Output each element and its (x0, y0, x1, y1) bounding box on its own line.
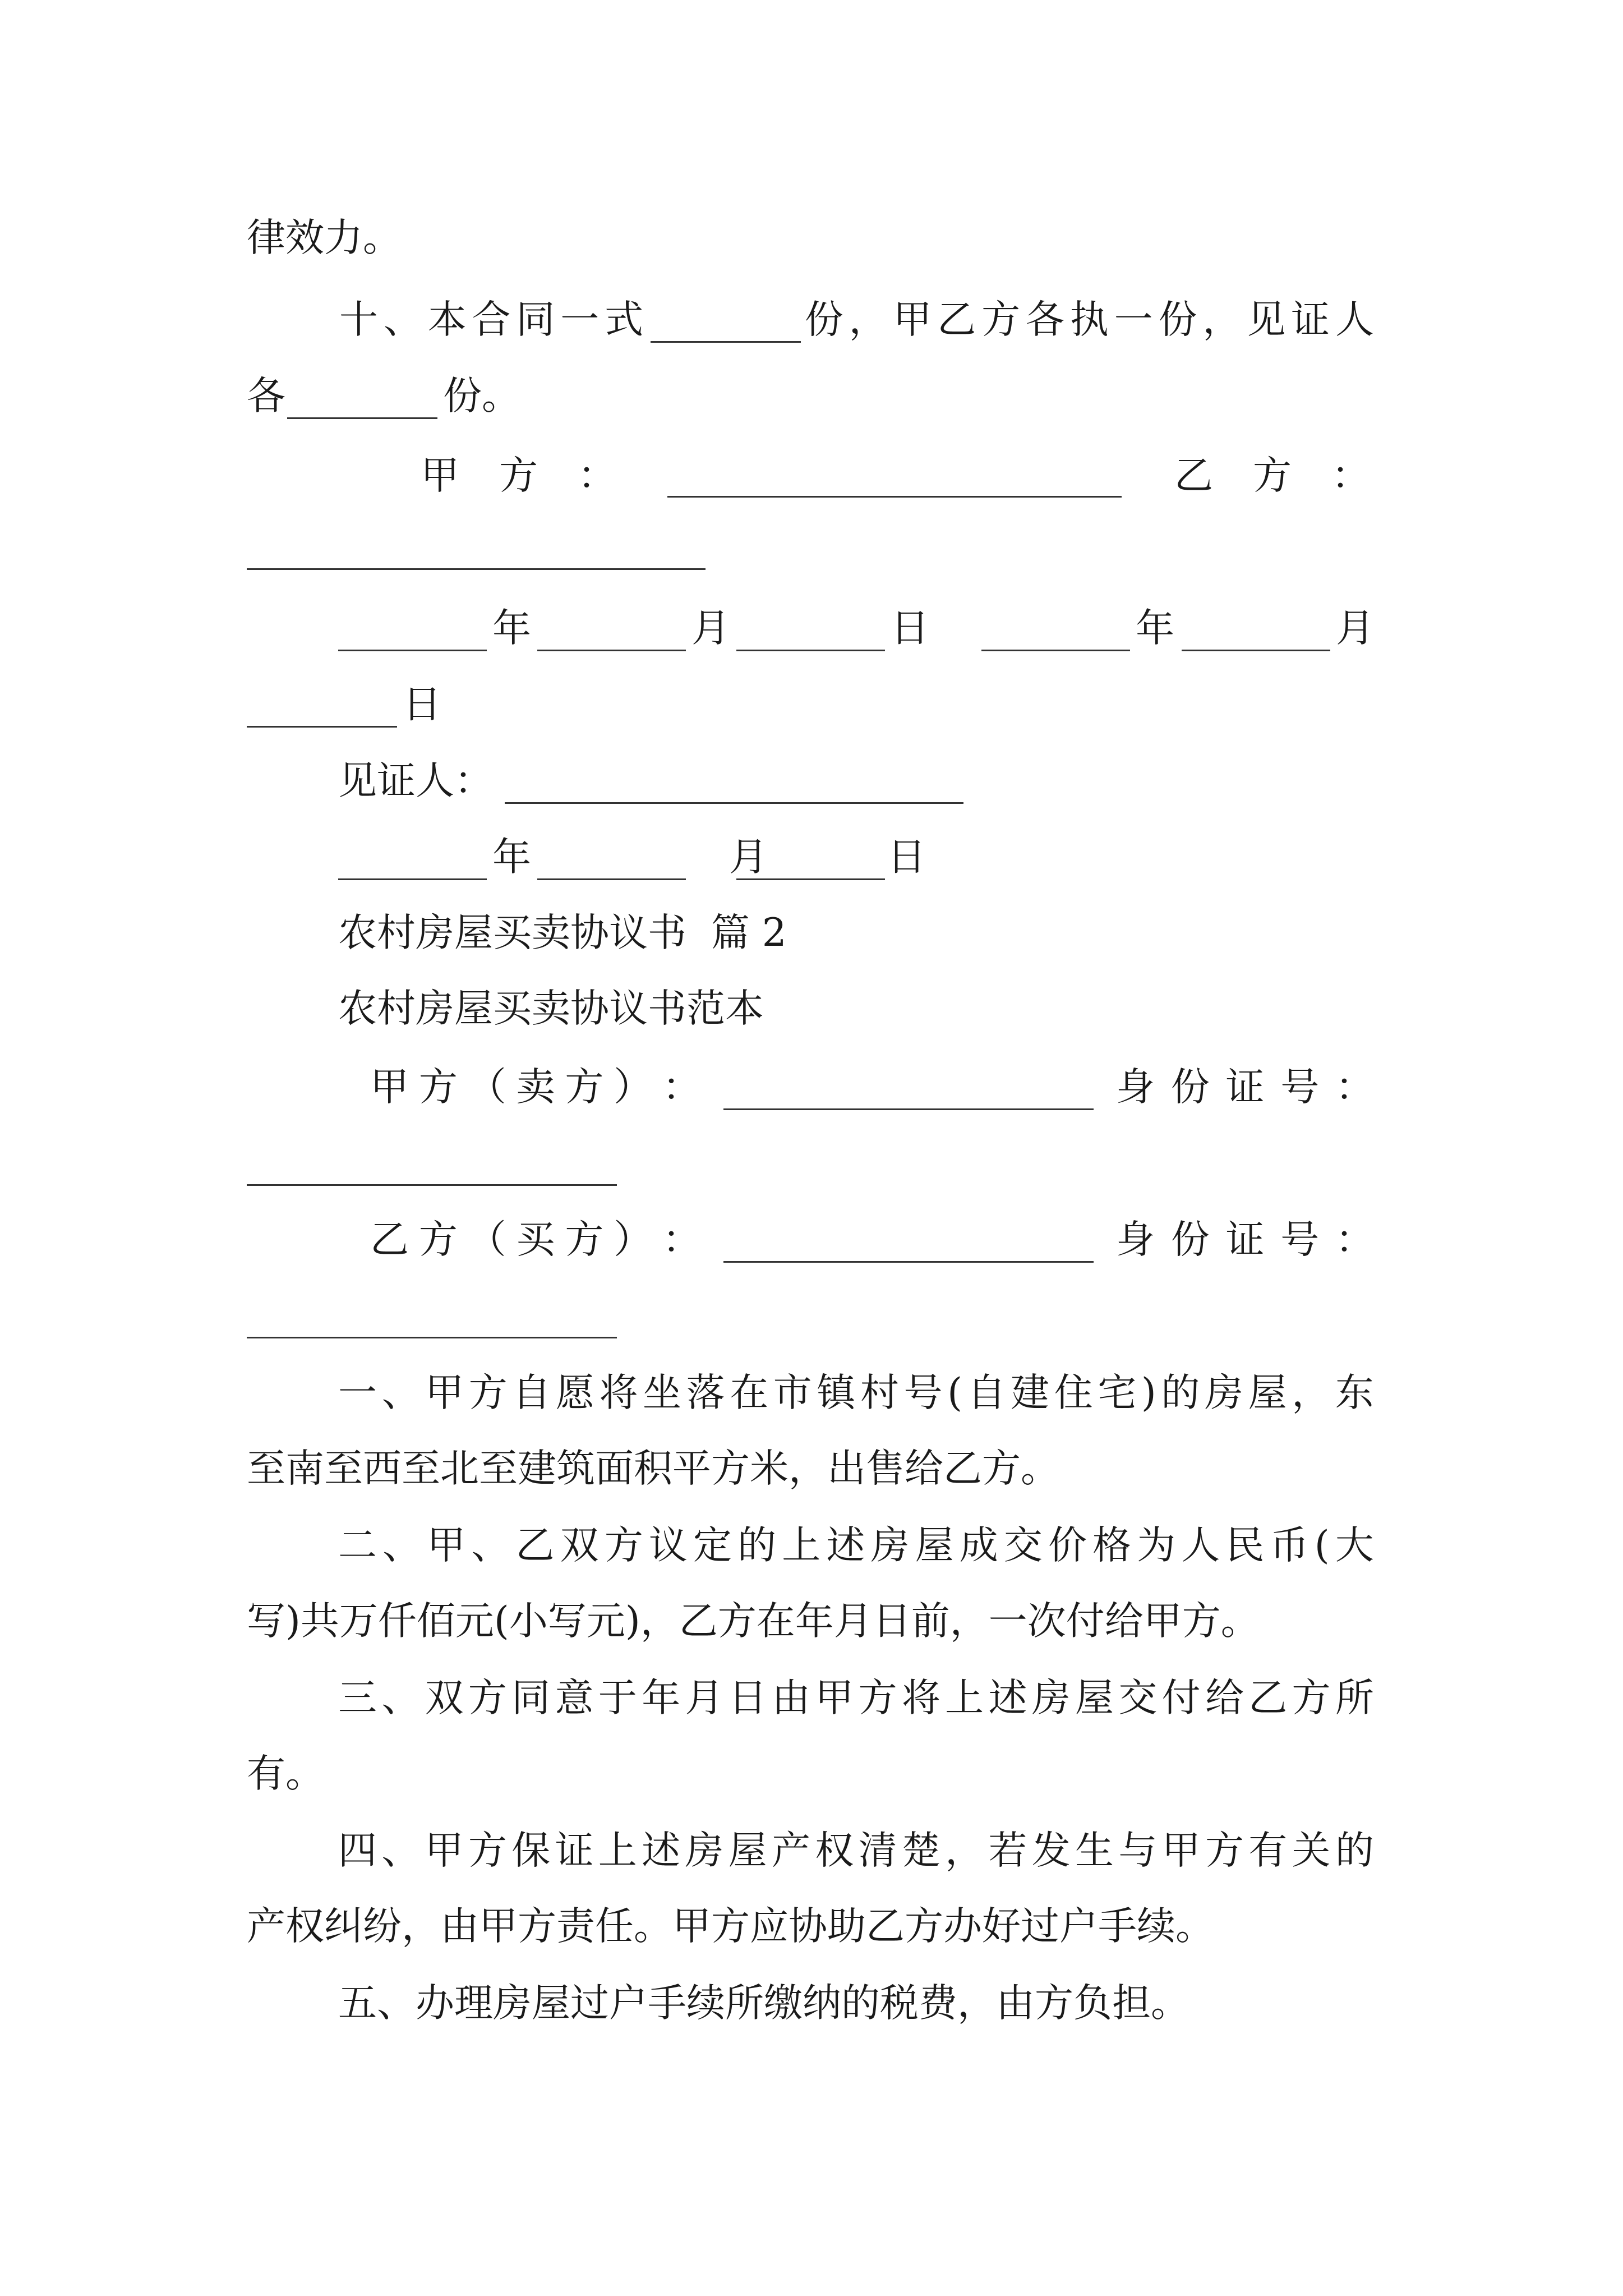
text-char: 、 (381, 1676, 421, 1720)
clause-ten-line (339, 286, 1374, 353)
text-char: 所 (1335, 1676, 1374, 1720)
text-char: 四 (338, 1828, 377, 1873)
witness-signature-blank[interactable] (505, 802, 963, 804)
text-char: 同 (511, 1676, 551, 1720)
text-char: 生 (1075, 1828, 1114, 1873)
buyer-label (370, 1206, 701, 1273)
date-line (0, 595, 1623, 662)
label-text: 乙 (1174, 453, 1213, 498)
text-char: ( (1314, 1523, 1330, 1568)
text-char: 号 (1280, 1217, 1320, 1262)
clause-two-line (338, 1512, 1374, 1579)
year-label: 年 (1136, 606, 1174, 651)
paragraph-text: 五、办理房屋过户手续所缴纳的税费，由方负担。 (338, 1981, 1189, 2026)
clause-four-line (338, 1817, 1374, 1884)
text-char: ) (1141, 1370, 1156, 1415)
text-char: 号 (1280, 1065, 1320, 1110)
month-label: 月 (729, 835, 768, 880)
text-char: 份 (804, 297, 843, 342)
text-char: 见 (1247, 297, 1286, 342)
text-char: 大 (1335, 1523, 1374, 1568)
witness-label: 见证人： (338, 758, 493, 803)
month-blank[interactable] (537, 650, 686, 651)
text-char: 上 (945, 1676, 984, 1720)
clause-ten-line-2 (0, 362, 1623, 430)
text-char: 落 (686, 1370, 725, 1415)
text-char: 乙 (1248, 1676, 1288, 1720)
text-char: ， (849, 297, 888, 342)
month-label: 月 (1336, 606, 1375, 651)
clause-four-line-2 (0, 1893, 1623, 1960)
text-char: 方 (468, 1676, 507, 1720)
text-char: 建 (1011, 1370, 1050, 1415)
text-char: 上 (598, 1828, 637, 1873)
text-char: 甲 (370, 1065, 409, 1110)
clause-two-line-2 (0, 1588, 1623, 1655)
text-char: 屋 (915, 1523, 954, 1568)
text-char: 给 (1205, 1676, 1244, 1720)
text-char: 身 (1116, 1065, 1155, 1110)
line-continuation (0, 204, 1623, 272)
text-char: 二 (338, 1523, 377, 1568)
text-char: 本 (427, 297, 467, 342)
label-text: 甲 (421, 453, 459, 498)
text-char: 、 (382, 1523, 422, 1568)
text-char: 方 (468, 1370, 508, 1415)
seller-id-label (1116, 1053, 1374, 1121)
paragraph-text: 份。 (443, 374, 520, 418)
text-char: 、 (471, 1523, 510, 1568)
text-char: ( (947, 1370, 963, 1415)
text-char: 自 (967, 1370, 1006, 1415)
text-char: 买 (516, 1217, 555, 1262)
text-char: 方 (1292, 1676, 1331, 1720)
seller-id-blank[interactable] (247, 1184, 617, 1186)
text-char: 方 (468, 1828, 507, 1873)
paragraph-text: 律效力。 (247, 215, 402, 260)
signature-line (0, 442, 1623, 509)
text-char: 方 (858, 1676, 897, 1720)
text-char: 甲 (815, 1676, 854, 1720)
text-char: 、 (381, 1828, 421, 1873)
text-char: 月 (685, 1676, 724, 1720)
month-blank[interactable] (1182, 650, 1330, 651)
text-char: 东 (1335, 1370, 1374, 1415)
text-char: 定 (693, 1523, 732, 1568)
month-label: 月 (691, 606, 730, 651)
text-char: 坐 (643, 1370, 682, 1415)
text-char: 证 (1225, 1217, 1265, 1262)
text-char: 楚 (901, 1828, 940, 1873)
text-char: 双 (560, 1523, 599, 1568)
month-blank[interactable] (537, 878, 686, 880)
text-char: 议 (648, 1523, 688, 1568)
buyer-name-blank[interactable] (723, 1261, 1094, 1263)
text-char: 成 (959, 1523, 998, 1568)
text-char: 述 (988, 1676, 1027, 1720)
text-char: 市 (773, 1370, 812, 1415)
text-char: 份 (1170, 1217, 1210, 1262)
text-char: 房 (1031, 1676, 1071, 1720)
text-char: 甲 (893, 297, 932, 342)
text-char: 意 (555, 1676, 594, 1720)
text-char: 在 (730, 1370, 769, 1415)
day-blank[interactable] (736, 878, 885, 880)
text-char: 镇 (817, 1370, 856, 1415)
paragraph-text: 产权纠纷，由甲方责任。甲方应协助乙方办好过户手续。 (247, 1904, 1214, 1949)
text-char: 愿 (555, 1370, 594, 1415)
text-char: 屋 (1075, 1676, 1114, 1720)
text-char: 权 (815, 1828, 854, 1873)
text-char: 方 (565, 1217, 604, 1262)
text-char: 身 (1116, 1217, 1155, 1262)
text-char: 产 (771, 1828, 810, 1873)
text-char: 甲 (427, 1523, 466, 1568)
text-char: 币 (1270, 1523, 1309, 1568)
text-char: 十 (339, 297, 378, 342)
year-blank[interactable] (338, 878, 487, 880)
text-char: ： (662, 1217, 701, 1262)
seller-name-blank[interactable] (723, 1108, 1094, 1110)
day-label: 日 (887, 835, 926, 880)
text-char: （ (467, 1217, 506, 1262)
text-char: 的 (1161, 1370, 1200, 1415)
clause-three-line (338, 1664, 1374, 1732)
clause-five-line (0, 1970, 1623, 2037)
text-char: 若 (988, 1828, 1027, 1873)
year-label: 年 (492, 835, 531, 880)
text-char: 方 (565, 1065, 604, 1110)
clause-one-line (338, 1359, 1374, 1427)
day-label: 日 (403, 682, 441, 727)
text-char: 各 (1025, 297, 1064, 342)
text-char: 乙 (515, 1523, 555, 1568)
text-char: 甲 (1161, 1828, 1201, 1873)
witness-copies-blank[interactable] (287, 417, 437, 419)
clause-one-line-2 (0, 1435, 1623, 1502)
text-char: ： (1335, 1065, 1374, 1110)
text-char: 自 (512, 1370, 551, 1415)
witness-date-line (0, 823, 1623, 891)
label-text: ： (1331, 453, 1370, 498)
seller-label (370, 1053, 701, 1121)
paragraph-text: 至南至西至北至建筑面积平方米，出售给乙方。 (247, 1446, 1059, 1491)
text-char: 方 (981, 297, 1021, 342)
paragraph-text: 有。 (247, 1751, 324, 1796)
text-char: ： (662, 1065, 701, 1110)
text-char: 同 (516, 297, 555, 342)
text-char: 方 (418, 1217, 458, 1262)
text-char: 清 (858, 1828, 897, 1873)
text-char: 合 (472, 297, 511, 342)
text-char: 式 (605, 297, 644, 342)
day-label: 日 (891, 606, 929, 651)
text-char: 甲 (425, 1828, 464, 1873)
text-char: ， (945, 1828, 984, 1873)
text-char: 为 (1137, 1523, 1176, 1568)
text-char: 上 (782, 1523, 821, 1568)
text-char: 房 (1204, 1370, 1243, 1415)
text-char: 关 (1292, 1828, 1331, 1873)
text-char: 乙 (370, 1217, 409, 1262)
party-a-signature-blank[interactable] (667, 496, 1122, 498)
text-char: 住 (1054, 1370, 1093, 1415)
text-char: 证 (555, 1828, 594, 1873)
text-char: 有 (1248, 1828, 1288, 1873)
section-subtitle: 农村房屋买卖协议书范本 (338, 986, 764, 1031)
text-char: 人 (1181, 1523, 1220, 1568)
text-char: 方 (1205, 1828, 1244, 1873)
paragraph-text: 写)共万仟佰元(小写元)，乙方在年月日前，一次付给甲方。 (247, 1599, 1260, 1644)
text-char: 三 (338, 1676, 377, 1720)
date-line-2 (0, 671, 1623, 738)
text-char: 民 (1225, 1523, 1265, 1568)
blank-space (649, 286, 799, 353)
text-char: 双 (425, 1676, 464, 1720)
text-char: 将 (901, 1676, 940, 1720)
label-text: 方 (1253, 453, 1292, 498)
section-title-line (0, 899, 1623, 967)
text-char: 述 (826, 1523, 865, 1568)
text-char: 、 (383, 297, 422, 342)
text-char: ， (1292, 1370, 1331, 1415)
buyer-id-blank[interactable] (247, 1337, 617, 1338)
text-char: 付 (1161, 1676, 1201, 1720)
text-char: 证 (1225, 1065, 1265, 1110)
text-char: 甲 (425, 1370, 464, 1415)
day-blank[interactable] (736, 650, 885, 651)
text-char: 年 (642, 1676, 681, 1720)
text-char: 屋 (728, 1828, 767, 1873)
text-char: ） (614, 1065, 653, 1110)
text-char: 房 (870, 1523, 910, 1568)
text-char: 人 (1335, 297, 1374, 342)
text-char: 一 (1114, 297, 1153, 342)
text-char: 价 (1048, 1523, 1087, 1568)
clause-three-line-2 (0, 1740, 1623, 1807)
section-title: 农村房屋买卖协议书 篇 2 (338, 910, 787, 955)
text-char: 交 (1003, 1523, 1043, 1568)
text-char: 屋 (1248, 1370, 1287, 1415)
party-b-signature-blank[interactable] (247, 568, 706, 570)
label-text: ： (578, 453, 616, 498)
text-char: 与 (1118, 1828, 1158, 1873)
copies-blank[interactable] (651, 341, 801, 343)
text-char: 于 (598, 1676, 637, 1720)
text-char: 将 (599, 1370, 638, 1415)
text-char: ） (614, 1217, 653, 1262)
text-char: 的 (737, 1523, 777, 1568)
text-char: 述 (642, 1828, 681, 1873)
text-char: 方 (418, 1065, 458, 1110)
text-char: 村 (860, 1370, 899, 1415)
text-char: 格 (1092, 1523, 1132, 1568)
text-char: 号 (903, 1370, 943, 1415)
text-char: ， (1202, 297, 1242, 342)
text-char: ： (1335, 1217, 1374, 1262)
day-blank[interactable] (247, 726, 397, 728)
section-subtitle-line (0, 975, 1623, 1042)
text-char: 执 (1069, 297, 1109, 342)
text-char: 份 (1170, 1065, 1210, 1110)
text-char: 卖 (516, 1065, 555, 1110)
text-char: 一 (560, 297, 600, 342)
text-char: 宅 (1098, 1370, 1137, 1415)
text-char: 的 (1335, 1828, 1374, 1873)
text-char: 份 (1158, 297, 1197, 342)
year-blank[interactable] (981, 650, 1130, 651)
year-label: 年 (492, 606, 531, 651)
text-char: 交 (1118, 1676, 1158, 1720)
text-char: 房 (685, 1828, 724, 1873)
text-char: 、 (381, 1370, 421, 1415)
paragraph-text: 各 (247, 374, 285, 418)
text-char: 一 (338, 1370, 377, 1415)
text-char: 保 (511, 1828, 551, 1873)
text-char: 证 (1291, 297, 1330, 342)
label-text: 方 (499, 453, 538, 498)
text-char: （ (467, 1065, 506, 1110)
text-char: 发 (1031, 1828, 1071, 1873)
year-blank[interactable] (338, 650, 487, 651)
text-char: 由 (771, 1676, 810, 1720)
buyer-id-label (1116, 1206, 1374, 1273)
text-char: 乙 (937, 297, 976, 342)
text-char: 日 (728, 1676, 767, 1720)
text-char: 方 (604, 1523, 643, 1568)
witness-line (0, 747, 1623, 815)
